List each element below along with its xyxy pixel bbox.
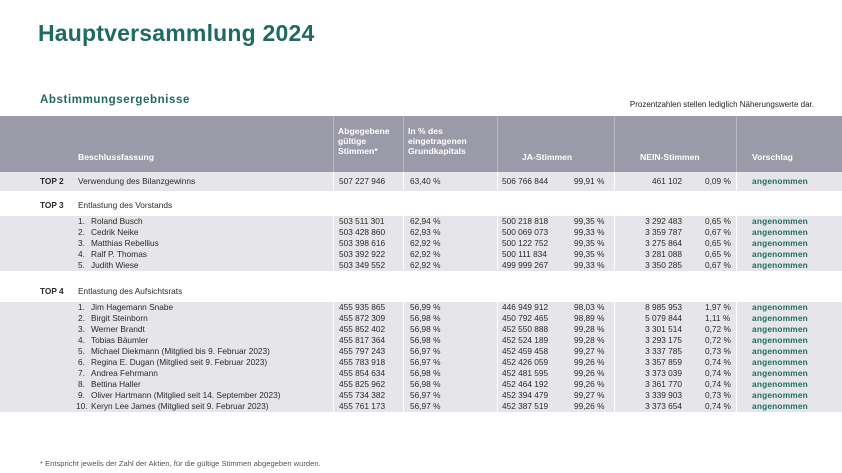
row-number: 9. (78, 390, 85, 400)
column-divider (497, 172, 498, 446)
no-percent: 1,11 % (705, 313, 731, 323)
yes-votes: 500 122 752 (502, 238, 549, 248)
yes-percent: 99,33 % (574, 260, 605, 270)
no-votes: 3 339 903 (645, 390, 682, 400)
row-number: 2. (78, 227, 85, 237)
header-ja-stimmen: JA-Stimmen (522, 152, 573, 162)
table-row (0, 368, 842, 379)
row-number: 1. (78, 216, 85, 226)
yes-percent: 99,35 % (574, 216, 605, 226)
yes-percent: 99,26 % (574, 357, 605, 367)
vote-result: angenommen (752, 238, 808, 248)
yes-percent: 98,89 % (574, 313, 605, 323)
member-name: Andrea Fehrmann (91, 368, 158, 378)
vote-result: angenommen (752, 313, 808, 323)
member-name: Ralf P. Thomas (91, 249, 147, 259)
vote-result: angenommen (752, 401, 808, 411)
table-row (0, 324, 842, 335)
row-number: 1. (78, 302, 85, 312)
vote-result: angenommen (752, 249, 808, 259)
vote-result: angenommen (752, 346, 808, 356)
table-row (0, 260, 842, 271)
footnote: * Entspricht jeweils der Zahl der Aktien, für die gültige Stimmen abgegeben wurden. (40, 459, 321, 468)
member-name: Tobias Bäumler (91, 335, 149, 345)
section-label: Entlastung des Aufsichtsrats (78, 286, 183, 296)
member-name: Werner Brandt (91, 324, 145, 334)
member-name: Regina E. Dugan (Mitglied seit 9. Februar 2023) (91, 357, 268, 367)
valid-votes: 455 872 309 (339, 313, 386, 323)
valid-votes: 503 511 301 (339, 216, 385, 226)
row-number: 8. (78, 379, 85, 389)
yes-percent: 99,27 % (574, 390, 605, 400)
capital-percent: 62,92 % (410, 249, 441, 259)
no-percent: 0,74 % (705, 368, 731, 378)
yes-percent: 99,35 % (574, 238, 605, 248)
capital-percent: 56,98 % (410, 379, 441, 389)
capital-percent: 56,98 % (410, 335, 441, 345)
vote-result: angenommen (752, 357, 808, 367)
yes-votes: 499 999 267 (502, 260, 549, 270)
row-number: 7. (78, 368, 85, 378)
section-subtitle: Abstimmungsergebnisse (40, 94, 190, 106)
valid-votes: 455 817 364 (339, 335, 386, 345)
yes-votes: 450 792 465 (502, 313, 549, 323)
yes-votes: 452 481 595 (502, 368, 549, 378)
resolution-label: Verwendung des Bilanzgewinns (78, 176, 196, 186)
no-percent: 0,72 % (705, 335, 731, 345)
valid-votes: 507 227 946 (339, 176, 386, 186)
section-row-top4 (0, 282, 842, 301)
no-percent: 0,67 % (705, 227, 731, 237)
approximation-note: Prozentzahlen stellen lediglich Näherungswerte dar. (629, 100, 814, 109)
column-divider (736, 172, 737, 446)
yes-votes: 500 218 818 (502, 216, 549, 226)
no-percent: 0,65 % (705, 249, 731, 259)
no-percent: 1,97 % (705, 302, 731, 312)
table-row (0, 227, 842, 238)
row-number: 4. (78, 335, 85, 345)
top-number: TOP 4 (40, 286, 64, 296)
capital-percent: 56,97 % (410, 346, 441, 356)
yes-percent: 99,35 % (574, 249, 605, 259)
member-name: Cedrik Neike (91, 227, 139, 237)
table-row-top2 (0, 172, 842, 191)
table-row (0, 238, 842, 249)
header-prozent-grundkapital: In % des eingetragenen Grundkapitals (408, 126, 467, 156)
no-percent: 0,74 % (705, 357, 731, 367)
top-number: TOP 2 (40, 176, 64, 186)
no-percent: 0,73 % (705, 346, 731, 356)
member-name: Bettina Haller (91, 379, 141, 389)
capital-percent: 62,94 % (410, 216, 441, 226)
column-divider (403, 172, 404, 446)
row-number: 5. (78, 260, 85, 270)
yes-percent: 98,03 % (574, 302, 605, 312)
vote-result: angenommen (752, 335, 808, 345)
column-divider (614, 172, 615, 446)
no-percent: 0,65 % (705, 238, 731, 248)
row-number: 6. (78, 357, 85, 367)
member-name: Keryn Lee James (Mitglied seit 9. Februar 2023) (91, 401, 269, 411)
yes-percent: 99,28 % (574, 324, 605, 334)
yes-percent: 99,27 % (574, 346, 605, 356)
row-number: 10. (76, 401, 88, 411)
yes-votes: 506 766 844 (502, 176, 549, 186)
table-row (0, 357, 842, 368)
yes-votes: 452 459 458 (502, 346, 549, 356)
yes-percent: 99,26 % (574, 368, 605, 378)
row-number: 4. (78, 249, 85, 259)
no-votes: 3 357 859 (645, 357, 682, 367)
table-row (0, 390, 842, 401)
yes-votes: 452 524 189 (502, 335, 549, 345)
capital-percent: 62,92 % (410, 260, 441, 270)
table-row (0, 379, 842, 390)
column-divider (333, 116, 334, 172)
member-name: Matthias Rebellius (91, 238, 159, 248)
no-votes: 3 373 039 (645, 368, 682, 378)
no-votes: 3 359 787 (645, 227, 682, 237)
page-title: Hauptversammlung 2024 (38, 20, 315, 46)
vote-result: angenommen (752, 390, 808, 400)
no-votes: 3 350 285 (645, 260, 682, 270)
no-votes: 3 337 785 (645, 346, 682, 356)
valid-votes: 455 761 173 (339, 401, 386, 411)
section-row-top3 (0, 196, 842, 215)
column-divider (403, 116, 404, 172)
member-name: Roland Busch (91, 216, 143, 226)
yes-votes: 452 550 888 (502, 324, 549, 334)
no-percent: 0,72 % (705, 324, 731, 334)
valid-votes: 455 734 382 (339, 390, 386, 400)
yes-votes: 452 426 059 (502, 357, 549, 367)
no-votes: 3 373 654 (645, 401, 682, 411)
member-name: Birgit Steinborn (91, 313, 148, 323)
yes-votes: 452 387 519 (502, 401, 549, 411)
no-percent: 0,09 % (705, 176, 731, 186)
table-header (0, 116, 842, 172)
capital-percent: 56,97 % (410, 401, 441, 411)
row-number: 5. (78, 346, 85, 356)
no-votes: 8 985 953 (645, 302, 682, 312)
yes-percent: 99,91 % (574, 176, 605, 186)
yes-percent: 99,26 % (574, 401, 605, 411)
valid-votes: 455 783 918 (339, 357, 386, 367)
capital-percent: 56,97 % (410, 390, 441, 400)
valid-votes: 503 398 616 (339, 238, 386, 248)
yes-votes: 452 394 479 (502, 390, 549, 400)
header-gueltige-stimmen: Abgegebene gültige Stimmen* (338, 126, 390, 156)
yes-votes: 500 069 073 (502, 227, 549, 237)
header-beschlussfassung: Beschlussfassung (78, 152, 154, 162)
section-label: Entlastung des Vorstands (78, 200, 173, 210)
column-divider (614, 116, 615, 172)
vote-result: angenommen (752, 176, 808, 186)
capital-percent: 63,40 % (410, 176, 441, 186)
valid-votes: 455 935 865 (339, 302, 386, 312)
member-name: Judith Wiese (91, 260, 139, 270)
valid-votes: 455 797 243 (339, 346, 386, 356)
capital-percent: 56,99 % (410, 302, 441, 312)
no-votes: 3 301 514 (645, 324, 682, 334)
column-divider (333, 172, 334, 446)
table-row (0, 249, 842, 260)
vote-result: angenommen (752, 324, 808, 334)
results-table (0, 172, 842, 446)
valid-votes: 455 825 962 (339, 379, 386, 389)
valid-votes: 455 854 634 (339, 368, 386, 378)
no-percent: 0,74 % (705, 379, 731, 389)
valid-votes: 503 428 860 (339, 227, 386, 237)
capital-percent: 56,98 % (410, 313, 441, 323)
capital-percent: 56,98 % (410, 324, 441, 334)
vote-result: angenommen (752, 368, 808, 378)
vote-result: angenommen (752, 260, 808, 270)
table-row (0, 313, 842, 324)
row-number: 2. (78, 313, 85, 323)
table-row (0, 216, 842, 227)
no-percent: 0,74 % (705, 401, 731, 411)
yes-votes: 500 111 834 (502, 249, 547, 259)
no-votes: 3 293 175 (645, 335, 682, 345)
valid-votes: 455 852 402 (339, 324, 386, 334)
valid-votes: 503 392 922 (339, 249, 386, 259)
no-votes: 3 281 088 (645, 249, 682, 259)
row-number: 3. (78, 324, 85, 334)
row-number: 3. (78, 238, 85, 248)
top-number: TOP 3 (40, 200, 64, 210)
yes-percent: 99,26 % (574, 379, 605, 389)
member-name: Oliver Hartmann (Mitglied seit 14. September 2023) (91, 390, 281, 400)
yes-votes: 446 949 912 (502, 302, 549, 312)
member-name: Jim Hagemann Snabe (91, 302, 174, 312)
no-percent: 0,73 % (705, 390, 731, 400)
header-vorschlag: Vorschlag (752, 152, 793, 162)
member-name: Michael Diekmann (Mitglied bis 9. Februar 2023) (91, 346, 270, 356)
yes-percent: 99,33 % (574, 227, 605, 237)
no-votes: 3 275 864 (645, 238, 682, 248)
column-divider (736, 116, 737, 172)
no-votes: 3 292 483 (645, 216, 682, 226)
no-percent: 0,65 % (705, 216, 731, 226)
table-row (0, 346, 842, 357)
yes-percent: 99,28 % (574, 335, 605, 345)
no-votes: 3 361 770 (645, 379, 682, 389)
column-divider (497, 116, 498, 172)
no-votes: 461 102 (652, 176, 682, 186)
capital-percent: 56,98 % (410, 368, 441, 378)
yes-votes: 452 464 192 (502, 379, 549, 389)
table-row (0, 401, 842, 412)
table-row (0, 335, 842, 346)
vote-result: angenommen (752, 379, 808, 389)
no-percent: 0,67 % (705, 260, 731, 270)
header-nein-stimmen: NEIN-Stimmen (640, 152, 700, 162)
table-row (0, 302, 842, 313)
vote-result: angenommen (752, 227, 808, 237)
vote-result: angenommen (752, 216, 808, 226)
vote-result: angenommen (752, 302, 808, 312)
valid-votes: 503 349 552 (339, 260, 386, 270)
capital-percent: 56,97 % (410, 357, 441, 367)
capital-percent: 62,93 % (410, 227, 441, 237)
no-votes: 5 079 844 (645, 313, 682, 323)
capital-percent: 62,92 % (410, 238, 441, 248)
